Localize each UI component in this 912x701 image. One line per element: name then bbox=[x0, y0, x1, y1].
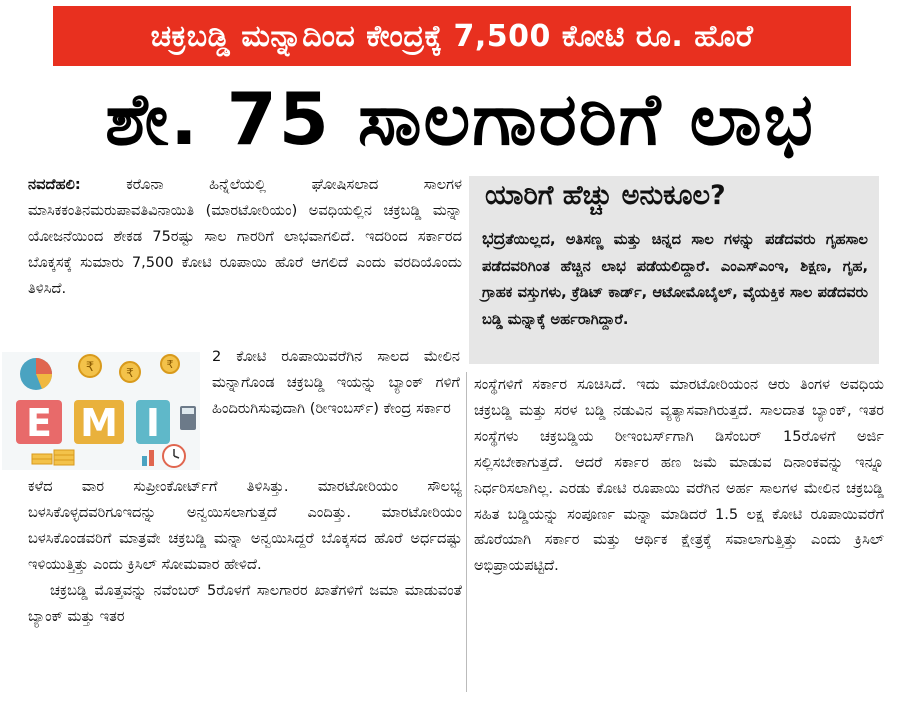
svg-text:₹: ₹ bbox=[85, 360, 95, 375]
article-paragraph-2a: 2 ಕೋಟಿ ರೂಪಾಯಿವರೆಗಿನ ಸಾಲದ ಮೇಲಿನ ಮನ್ನಾಗೊಂಡ ಚಕ್ರಬಡ್ಡಿ ಇಯನ್ನು ಬ್ಯಾಂಕ್ ಗಳಿಗೆ ಹಿಂದಿರುಗಿಸುವುದಾಗಿ (ರೀಇಂಬರ್ಸ್) ಕೇಂದ್ರ ಸರ್ಕಾರ bbox=[212, 348, 460, 417]
sidebar-first-word: ಭದ್ರ bbox=[482, 229, 506, 249]
coin-stack-icon bbox=[32, 450, 74, 465]
svg-text:M: M bbox=[80, 401, 118, 445]
calculator-icon bbox=[180, 406, 196, 430]
svg-text:E: E bbox=[26, 401, 52, 445]
article-column-float bbox=[212, 344, 460, 422]
sidebar-body bbox=[482, 226, 868, 333]
article-paragraph-4: ಸಂಸ್ಥೆಗಳಿಗೆ ಸರ್ಕಾರ ಸೂಚಿಸಿದೆ. ಇದು ಮಾರಟೋರಿಯಂನ ಆರು ತಿಂಗಳ ಅವಧಿಯ ಚಕ್ರಬಡ್ಡಿ ಮತ್ತು ಸರಳ ಬಡ್ಡಿ ನಡುವಿನ ವ್ಯತ್ಯಾಸವಾಗಿರುತ್ತದೆ. ಸಾಲದಾತ ಬ್ಯಾಂಕ್, ಇತರ ಸಂಸ್ಥೆಗಳು ಚಕ್ರಬಡ್ಡಿಯ ರೀಇಂಬರ್ಸ್‌ಗಾಗಿ ಡಿಸೆಂಬರ್ 15ರೊಳಗೆ ಅರ್ಜಿ ಸಲ್ಲಿಸಬೇಕಾಗುತ್ತದೆ. ಆದರೆ ಸರ್ಕಾರ ಹಣ ಜಮೆ ಮಾಡುವ ದಿನಾಂಕವನ್ನು ಇನ್ನೂ ನಿರ್ಧರಿಸಲಾಗಿಲ್ಲ. ಎರಡು ಕೋಟಿ ರೂಪಾಯಿ ವರೆಗಿನ ಅರ್ಹ ಸಾಲಗಳ ಮೇಲಿನ ಚಕ್ರಬಡ್ಡಿ ಸಹಿತ ಬಡ್ಡಿಯನ್ನು ಸಂಪೂರ್ಣ ಮನ್ನಾ ಮಾಡಿದರೆ 1.5 ಲಕ್ಷ ಕೋಟಿ ರೂಪಾಯಿವರೆಗೆ ಹೊರೆಯಾಗಿ ಸರ್ಕಾರ ಮತ್ತು ಆರ್ಥಿಕ ಕ್ಷೇತ್ರಕ್ಕೆ ಸವಾಲಾಗುತ್ತಿತ್ತು ಎಂದು ಕ್ರಿಸಿಲ್ ಅಭಿಪ್ರಾಯಪಟ್ಟಿದೆ. bbox=[474, 376, 884, 575]
article-column-left-top bbox=[28, 172, 462, 302]
svg-text:₹: ₹ bbox=[166, 358, 174, 371]
clock-icon bbox=[163, 445, 185, 467]
emi-illustration bbox=[2, 352, 200, 470]
article-column-right bbox=[474, 372, 884, 579]
rupee-coin-icon bbox=[79, 355, 179, 382]
sidebar-title: ಯಾರಿಗೆ ಹೆಚ್ಚು ಅನುಕೂಲ? bbox=[485, 180, 726, 211]
article-paragraph-3: ಚಕ್ರಬಡ್ಡಿ ಮೊತ್ತವನ್ನು ನವೆಂಬರ್ 5ರೊಳಗೆ ಸಾಲಗಾರರ ಖಾತೆಗಳಿಗೆ ಜಮಾ ಮಾಡುವಂತೆ ಬ್ಯಾಂಕ್ ಮತ್ತು ಇತರ bbox=[28, 581, 462, 625]
article-column-left-bottom bbox=[28, 474, 462, 629]
svg-text:I: I bbox=[145, 401, 161, 445]
article-paragraph-2b: ಕಳೆದ ವಾರ ಸುಪ್ರೀಂಕೋರ್ಟ್‌ಗೆ ತಿಳಿಸಿತ್ತು. ಮಾರಟೋರಿಯಂ ಸೌಲಭ್ಯ ಬಳಸಿಕೊಳ್ಳದವರಿಗೂಇದನ್ನು ಅನ್ವಯಿಸಲಾಗುತ್ತದೆ ಎಂದಿತ್ತು. ಮಾರಟೋರಿಯಂ ಬಳಸಿಕೊಂಡವರಿಗೆ ಮಾತ್ರವೇ ಚಕ್ರಬಡ್ಡಿ ಮನ್ನಾ ಅನ್ವಯಿಸಿದ್ದರೆ ಬೊಕ್ಕಸದ ಹೊರೆ ಅರ್ಧದಷ್ಟು ಇಳಿಯುತ್ತಿತ್ತು ಎಂದು ಕ್ರಿಸಿಲ್ ಸೋಮವಾರ ಹೇಳಿದೆ. bbox=[28, 478, 462, 573]
svg-text:₹: ₹ bbox=[126, 366, 134, 380]
emi-letter-m bbox=[74, 400, 124, 445]
emi-graphic bbox=[2, 352, 200, 470]
paragraph-1-text: ಕರೊನಾ ಹಿನ್ನೆಲೆಯಲ್ಲಿ ಘೋಷಿಸಲಾದ ಸಾಲಗಳ ಮಾಸಿಕಕಂತಿನಮರುಪಾವತಿವಿನಾಯಿತಿ (ಮಾರಟೋರಿಯಂ) ಅವಧಿಯಲ್ಲಿನ ಚಕ್ರಬಡ್ಡಿ ಮನ್ನಾ ಯೋಜನೆಯಿಂದ ಶೇಕಡ 75ರಷ್ಟು ಸಾಲ ಗಾರರಿಗೆ ಲಾಭವಾಗಲಿದೆ. ಇದರಿಂದ ಸರ್ಕಾರದ ಬೊಕ್ಕಸಕ್ಕೆ ಸುಮಾರು 7,500 ಕೋಟಿ ರೂಪಾಯಿ ಹೊರೆ ಆಗಲಿದೆ ಎಂದು ವರದಿಯೊಂದು ತಿಳಿಸಿದೆ. bbox=[28, 176, 462, 297]
pie-chart-icon bbox=[20, 358, 52, 390]
sidebar-box bbox=[469, 176, 879, 364]
article-paragraph-1 bbox=[28, 172, 462, 302]
headline-banner: ಚಕ್ರಬಡ್ಡಿ ಮನ್ನಾದಿಂದ ಕೇಂದ್ರಕ್ಕೆ 7,500 ಕೋಟಿ ರೂ. ಹೊರೆ bbox=[53, 6, 851, 66]
main-headline: ಶೇ. 75 ಸಾಲಗಾರರಿಗೆ ಲಾಭ bbox=[105, 77, 815, 161]
dateline: ನವದೆಹಲಿ: bbox=[28, 176, 81, 193]
emi-letter-e bbox=[16, 400, 62, 445]
emi-letter-i bbox=[136, 400, 170, 445]
column-divider bbox=[466, 372, 467, 692]
bar-chart-icon bbox=[142, 450, 154, 466]
sidebar-body-text: ತೆಯಿಲ್ಲದ, ಅತಿಸಣ್ಣ ಮತ್ತು ಚಿನ್ನದ ಸಾಲ ಗಳನ್ನು ಪಡೆದವರು ಗೃಹಸಾಲ ಪಡೆದವರಿಗಿಂತ ಹೆಚ್ಚಿನ ಲಾಭ ಪಡೆಯಲಿದ್ದಾರೆ. ಎಂಎಸ್‌ಎಂಇ, ಶಿಕ್ಷಣ, ಗೃಹ, ಗ್ರಾಹಕ ವಸ್ತುಗಳು, ಕ್ರೆಡಿಟ್ ಕಾರ್ಡ್, ಆಟೋಮೊಬೈಲ್, ವೈಯಕ್ತಿಕ ಸಾಲ ಪಡೆದವರು ಬಡ್ಡಿ ಮನ್ನಾಕ್ಕೆ ಅರ್ಹರಾಗಿದ್ದಾರೆ. bbox=[482, 231, 868, 328]
